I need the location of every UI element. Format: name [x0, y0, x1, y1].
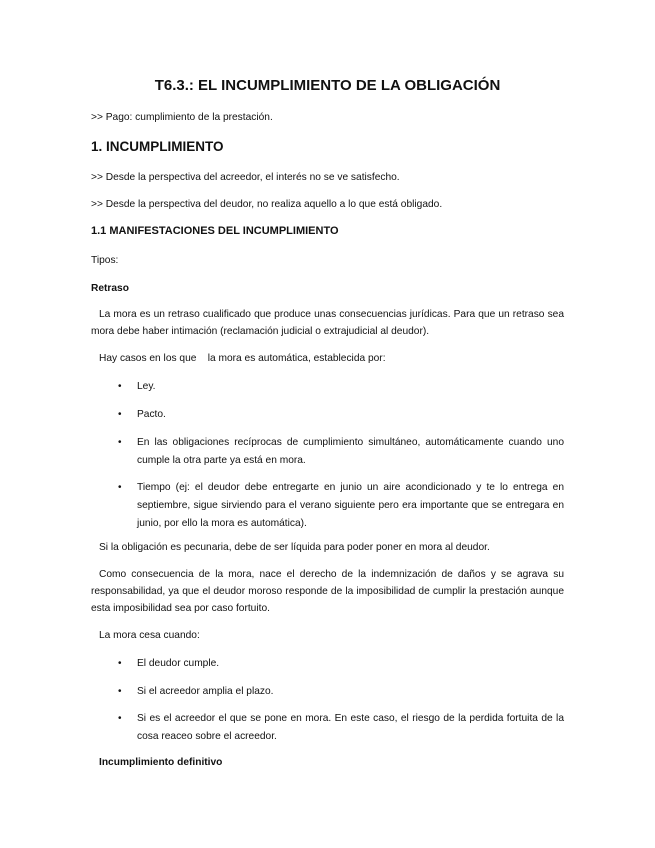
mora-automatica-paragraph: Hay casos en los que la mora es automática, establecida por:	[99, 353, 386, 364]
incumplimiento-definitivo-heading: Incumplimiento definitivo	[99, 757, 223, 768]
page-title: T6.3.: EL INCUMPLIMIENTO DE LA OBLIGACIÓN	[154, 77, 501, 94]
list-item-ley: Ley.	[137, 381, 156, 392]
retraso-heading: Retraso	[91, 283, 129, 294]
subsection-heading-manifestaciones: 1.1 MANIFESTACIONES DEL INCUMPLIMIENTO	[91, 225, 339, 237]
list-item-tiempo: Tiempo (ej: el deudor debe entregarte en junio un aire acondicionado y te lo entrega en septiembre, sigue sirviendo para el verano siguiente pero era importante que se entregara en junio, por ello la mora es automática).	[137, 482, 564, 529]
bullet-icon: •	[118, 686, 122, 697]
bullet-icon: •	[118, 409, 122, 420]
pecuniaria-paragraph: Si la obligación es pecunaria, debe de ser líquida para poder poner en mora al deudor.	[99, 542, 490, 553]
creditor-perspective-line: >> Desde la perspectiva del acreedor, el interés no se ve satisfecho.	[91, 172, 400, 183]
mora-paragraph: La mora es un retraso cualificado que produce unas consecuencias jurídicas. Para que un retraso sea mora debe haber intimación (reclamación judicial o extrajudicial al deudor).	[91, 309, 564, 337]
intro-line: >> Pago: cumplimiento de la prestación.	[91, 112, 273, 123]
list-item-amplia-plazo: Si el acreedor amplia el plazo.	[137, 686, 274, 697]
list-item-acreedor-en-mora: Si es el acreedor el que se pone en mora. En este caso, el riesgo de la perdida fortuita de la cosa reaceo sobre el acreedor.	[137, 713, 564, 742]
list-item-obligaciones-reciprocas: En las obligaciones recíprocas de cumplimiento simultáneo, automáticamente cuando uno cumple la otra parte ya está en mora.	[137, 437, 564, 466]
consecuencia-mora-paragraph: Como consecuencia de la mora, nace el derecho de la indemnización de daños y se agrava su responsabilidad, ya que el deudor moroso responde de la imposibilidad de cumplir la prestación aunque esta imposibilidad sea por caso fortuito.	[91, 569, 564, 614]
debtor-perspective-line: >> Desde la perspectiva del deudor, no realiza aquello a lo que está obligado.	[91, 199, 443, 210]
list-item-deudor-cumple: El deudor cumple.	[137, 658, 220, 669]
mora-cesa-label: La mora cesa cuando:	[99, 630, 200, 641]
list-item-pacto: Pacto.	[137, 409, 166, 420]
bullet-icon: •	[118, 381, 122, 392]
section-heading-incumplimiento: 1. INCUMPLIMIENTO	[91, 139, 224, 154]
bullet-icon: •	[118, 482, 122, 493]
bullet-icon: •	[118, 713, 122, 724]
bullet-icon: •	[118, 658, 122, 669]
bullet-icon: •	[118, 437, 122, 448]
tipos-label: Tipos:	[91, 255, 119, 266]
